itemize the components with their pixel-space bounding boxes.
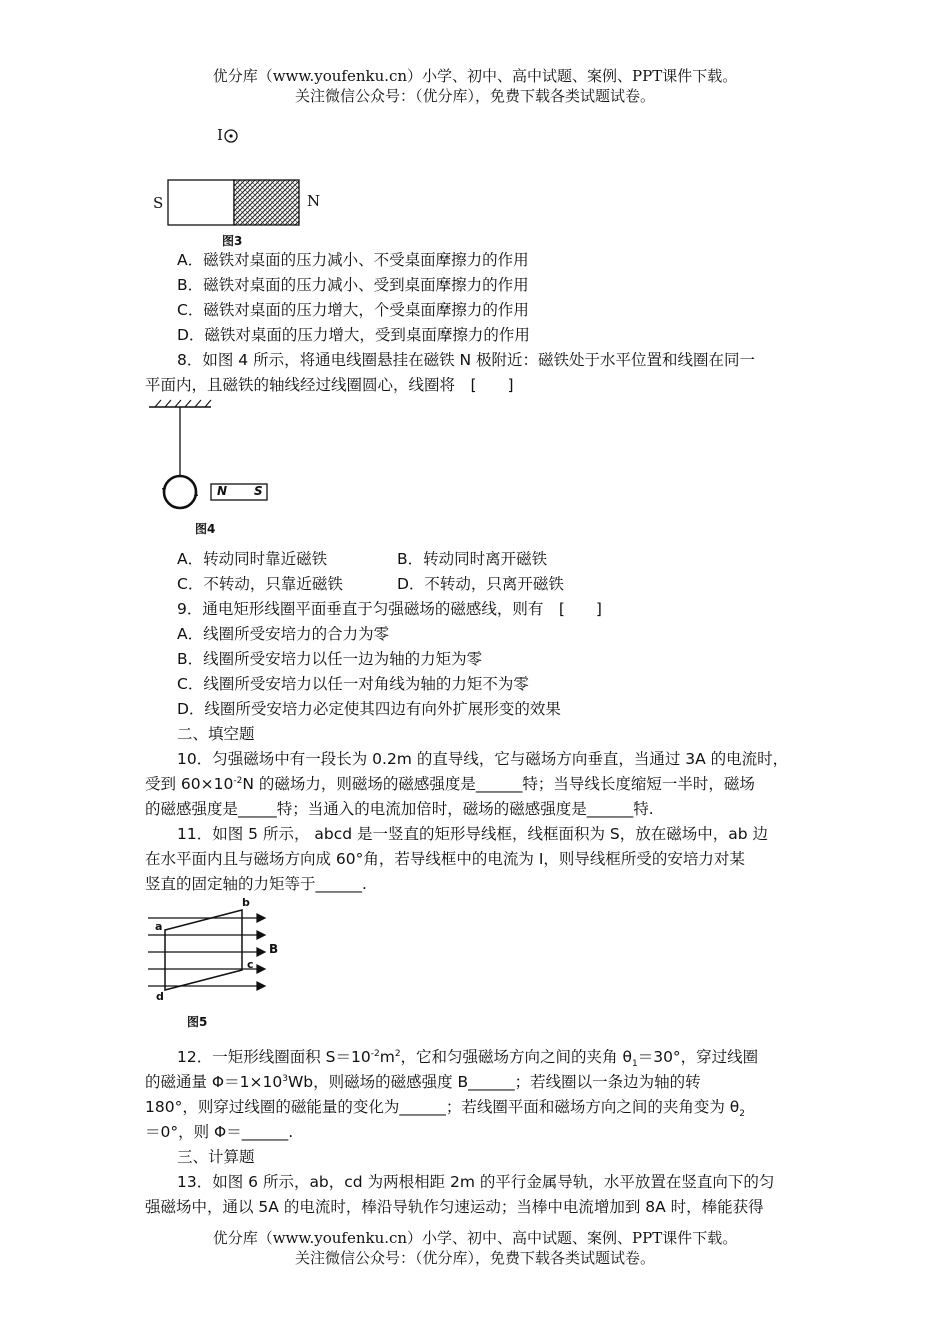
figure-5-caption: 图5 <box>187 1015 208 1029</box>
q7-option-b: B．磁铁对桌面的压力减小、受到桌面摩擦力的作用 <box>177 276 529 294</box>
frame-diagram <box>145 898 285 1003</box>
q7-option-c: C．磁铁对桌面的压力增大，个受桌面摩擦力的作用 <box>177 301 529 319</box>
figure-5 <box>145 898 285 1028</box>
fig4-s-label: S <box>254 484 263 498</box>
footer-line-2: 关注微信公众号：（优分库），免费下载各类试题试卷。 <box>294 1249 655 1267</box>
fig5-label-a: a <box>155 920 163 933</box>
q7-option-a: A．磁铁对桌面的压力减小、不受桌面摩擦力的作用 <box>177 251 529 269</box>
coil <box>164 476 196 508</box>
q10-line-2: 受到 $60\times 10^{-2}N$ 的磁场力，则磁场的磁感强度是______特；当导线长度缩短一半时，磁场 <box>145 775 755 793</box>
q12-line-4: ＝0°，则 Φ＝______. <box>145 1123 294 1141</box>
q13-line-1: 13．如图 6 所示，ab，cd 为两根相距 2m 的平行金属导轨，水平放置在竖直向下的匀 <box>177 1173 775 1191</box>
header-line-1: 优分库（www.youfenku.cn）小学、初中、高中试题、案例、PPT课件下载。 <box>212 67 738 85</box>
figure-4-caption: 图4 <box>195 522 216 536</box>
q9-option-d: D．线圈所受安培力必定使其四边有向外扩展形变的效果 <box>177 700 561 718</box>
q8-option-c: C．不转动，只靠近磁铁 <box>177 575 343 593</box>
q10-line-3: 的磁感强度是_____特；当通入的电流加倍时，磁场的磁感强度是______特. <box>145 800 654 818</box>
magnet-diagram <box>145 120 345 250</box>
q11-line-1: 11．如图 5 所示， abcd 是一竖直的矩形导线框，线框面积为 S，放在磁场中，ab 边 <box>177 825 769 843</box>
q10-line-1: 10．匀强磁场中有一段长为 0.2m 的直导线，它与磁场方向垂直，当通过 3A 的电流时， <box>177 750 789 768</box>
q9-stem: 9．通电矩形线圈平面垂直于匀强磁场的磁感线，则有 [ ] <box>177 600 602 618</box>
q11-line-3: 竖直的固定轴的力矩等于______. <box>145 875 367 893</box>
q8-stem-line-1: 8．如图 4 所示，将通电线圈悬挂在磁铁 N 极附近：磁铁处于水平位置和线圈在同一 <box>177 351 756 369</box>
q11-line-2: 在水平面内且与磁场方向成 60°角，若导线框中的电流为 I，则导线框所受的安培力对某 <box>145 850 745 868</box>
q9-option-b: B．线圈所受安培力以任一边为轴的力矩为零 <box>177 650 483 668</box>
q8-option-b: B．转动同时离开磁铁 <box>397 550 548 568</box>
section-3-heading: 三、计算题 <box>177 1148 255 1166</box>
figure-3 <box>145 120 345 250</box>
q8-option-a: A．转动同时靠近磁铁 <box>177 550 328 568</box>
q12-line-1: 12．一矩形线圈面积 $S=10^{-2}m^2$，它和匀强磁场方向之间的夹角 $\theta_1=30^\circ$，穿过线圈 <box>177 1048 759 1070</box>
fig5-label-field-b: B <box>269 942 279 956</box>
q9-option-c: C．线圈所受安培力以任一对角线为轴的力矩不为零 <box>177 675 529 693</box>
footer-line-1: 优分库（www.youfenku.cn）小学、初中、高中试题、案例、PPT课件下载。 <box>212 1229 738 1247</box>
q8-option-d: D．不转动，只离开磁铁 <box>397 575 564 593</box>
figure-4 <box>145 396 285 541</box>
current-label: I <box>217 126 223 144</box>
magnet-n-label: N <box>307 192 321 210</box>
fig4-n-label: N <box>217 484 228 498</box>
q12-line-2: 的磁通量 $\Phi=1\times 10^3Wb$，则磁场的磁感强度 B______；若线圈以一条边为轴的转 <box>145 1073 701 1091</box>
header-line-2: 关注微信公众号：（优分库），免费下载各类试题试卷。 <box>294 87 655 105</box>
figure-3-caption: 图3 <box>222 234 243 248</box>
magnet-s-label: S <box>153 194 164 212</box>
q8-options-row-2 <box>145 572 842 597</box>
q8-stem-line-2: 平面内，且磁铁的轴线经过线圈圆心，线圈将 [ ] <box>145 376 514 394</box>
q13-line-2: 强磁场中，通以 5A 的电流时，棒沿导轨作匀速运动；当棒中电流增加到 8A 时，棒能获得 <box>145 1198 764 1216</box>
q7-option-d: D．磁铁对桌面的压力增大，受到桌面摩擦力的作用 <box>177 326 530 344</box>
q8-options-row-1 <box>145 547 842 572</box>
q12-line-3: 180°，则穿过线圈的磁能量的变化为______；若线圈平面和磁场方向之间的夹角变为 $\theta_2$ <box>145 1098 745 1120</box>
fig5-label-d: d <box>156 990 164 1003</box>
fig5-label-c: c <box>247 958 254 971</box>
coil-diagram <box>145 396 285 511</box>
q9-option-a: A．线圈所受安培力的合力为零 <box>177 625 390 643</box>
section-2-heading: 二、填空题 <box>177 725 255 743</box>
fig5-label-b: b <box>242 896 250 909</box>
